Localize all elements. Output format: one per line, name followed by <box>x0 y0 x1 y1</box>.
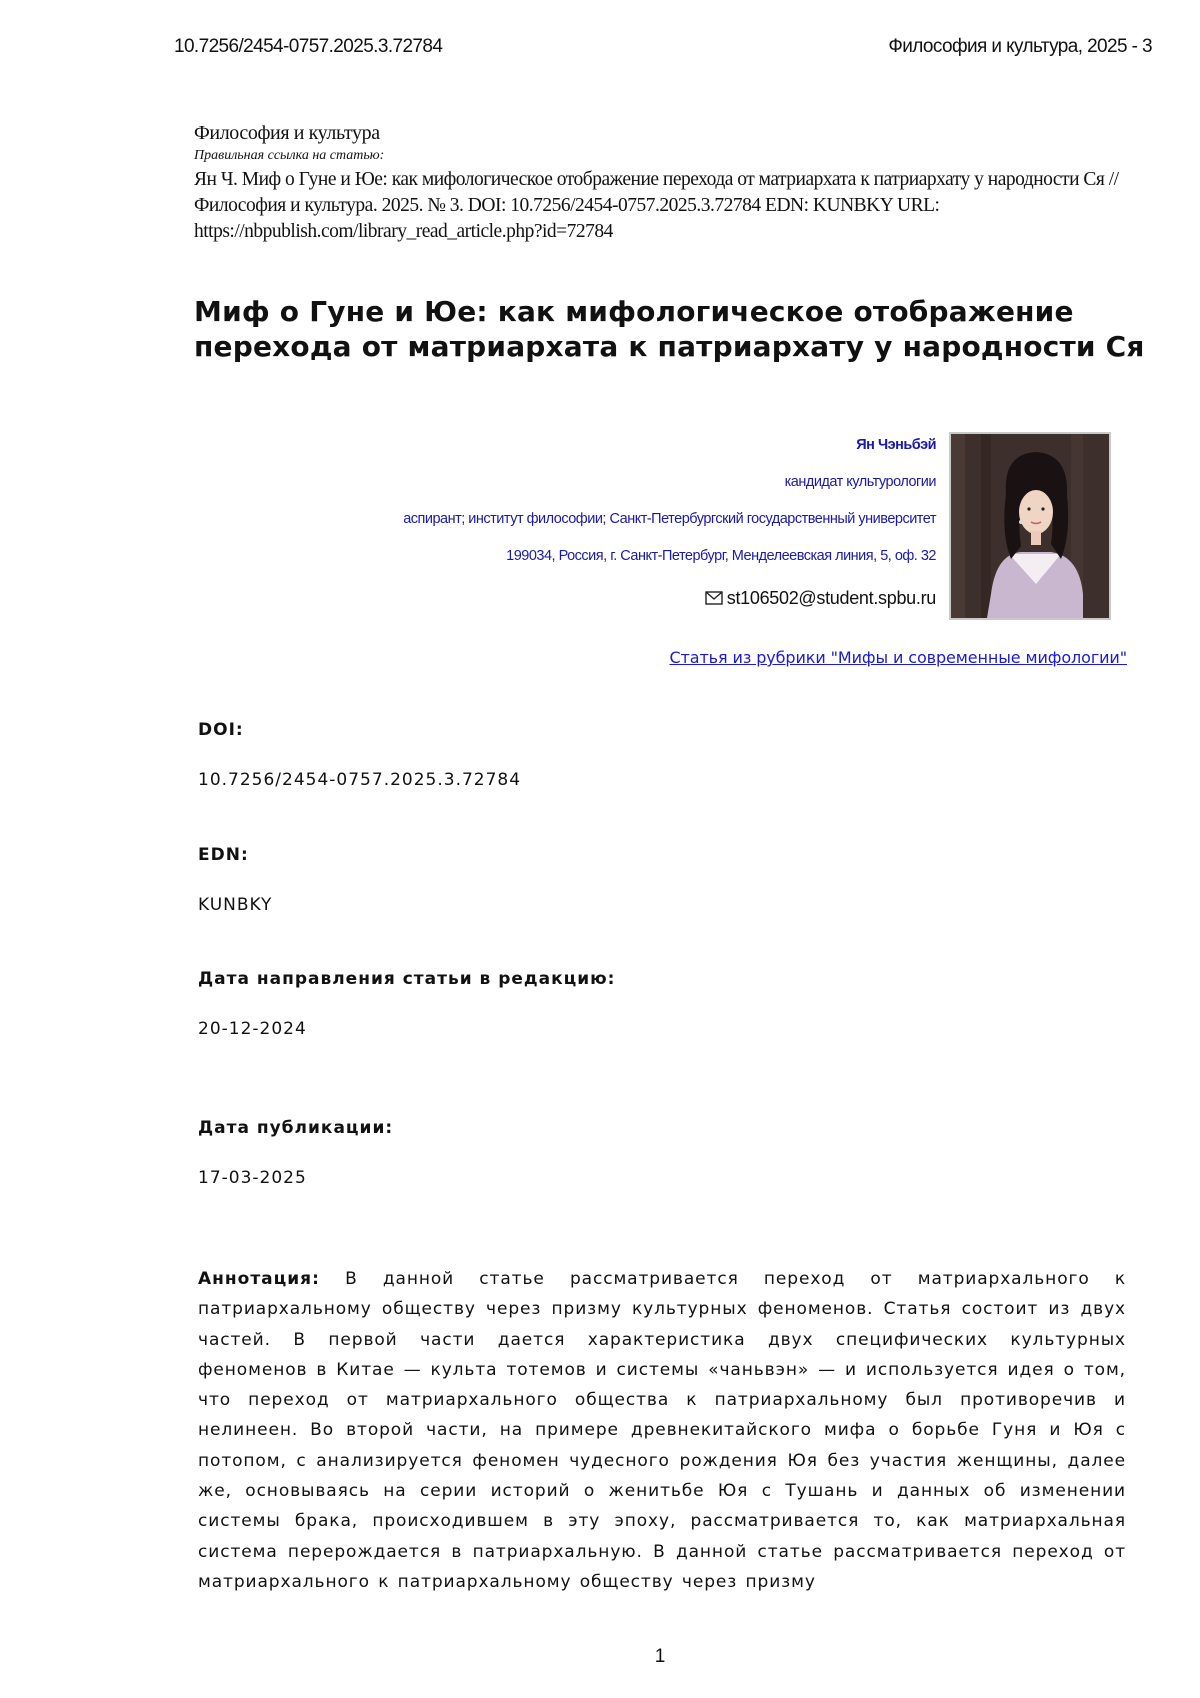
header-journal-issue: Философия и культура, 2025 - 3 <box>888 36 1152 58</box>
submitted-value: 20-12-2024 <box>198 1019 307 1039</box>
published-label: Дата публикации: <box>198 1118 393 1138</box>
doi-value: 10.7256/2454-0757.2025.3.72784 <box>198 770 521 790</box>
edn-value: KUNBKY <box>198 895 272 915</box>
author-degree: кандидат культурологии <box>785 474 936 490</box>
abstract <box>198 1264 1126 1597</box>
author-email[interactable] <box>705 588 936 610</box>
published-value: 17-03-2025 <box>198 1168 307 1188</box>
envelope-icon <box>705 589 723 610</box>
author-position: аспирант; институт философии; Санкт-Петербургский государственный университет <box>403 511 936 527</box>
author-name[interactable]: Ян Чэньбэй <box>856 437 936 453</box>
citation-label: Правильная ссылка на статью: <box>194 148 384 164</box>
author-photo <box>949 432 1111 620</box>
header-doi: 10.7256/2454-0757.2025.3.72784 <box>174 36 442 58</box>
rubric-link[interactable]: Статья из рубрики "Мифы и современные мифологии" <box>669 648 1127 667</box>
journal-name: Философия и культура <box>194 122 380 145</box>
abstract-label: Аннотация: <box>198 1269 320 1289</box>
edn-label: EDN: <box>198 845 249 865</box>
submitted-label: Дата направления статьи в редакцию: <box>198 969 615 989</box>
author-email-text: st106502@student.spbu.ru <box>727 588 936 608</box>
abstract-text: В данной статье рассматривается переход от матриархального к патриархальному обществу через призму культурных феноменов. Статья состоит из двух частей. В первой части дается характеристика двух специфических культурных феноменов в Китае — культа тотемов и системы «чаньвэн» — и используется идея о том, что переход от матриархального общества к патриархальному был противоречив и нелинеен. Во второй части, на примере древнекитайского мифа о борьбе Гуня и Юя с потопом, с анализируется феномен чудесного рождения Юя без участия женщины, далее же, основываясь на серии историй о женитьбе Юя с Тушань и данных об изменении системы брака, происходившем в эту эпоху, рассматривается то, как матриархальная система перерождается в патриархальную. В данной статье рассматривается переход от матриархального к патриархальному обществу через призму <box>198 1269 1126 1592</box>
page-number: 1 <box>0 1646 1200 1668</box>
doi-label: DOI: <box>198 720 244 740</box>
author-address: 199034, Россия, г. Санкт-Петербург, Менделеевская линия, 5, оф. 32 <box>506 548 936 564</box>
citation-text: Ян Ч. Миф о Гуне и Юе: как мифологическое отображение перехода от матриархата к патриархату у народности Ся // Философия и культура. 2025. № 3. DOI: 10.7256/2454-0757.2025.3.72784 EDN: KUNBKY URL: https://nbpublish.com/library_read_article.php?id=72784 <box>194 167 1134 245</box>
article-title: Миф о Гуне и Юе: как мифологическое отображение перехода от матриархата к патриархату у народности Ся <box>194 294 1154 364</box>
